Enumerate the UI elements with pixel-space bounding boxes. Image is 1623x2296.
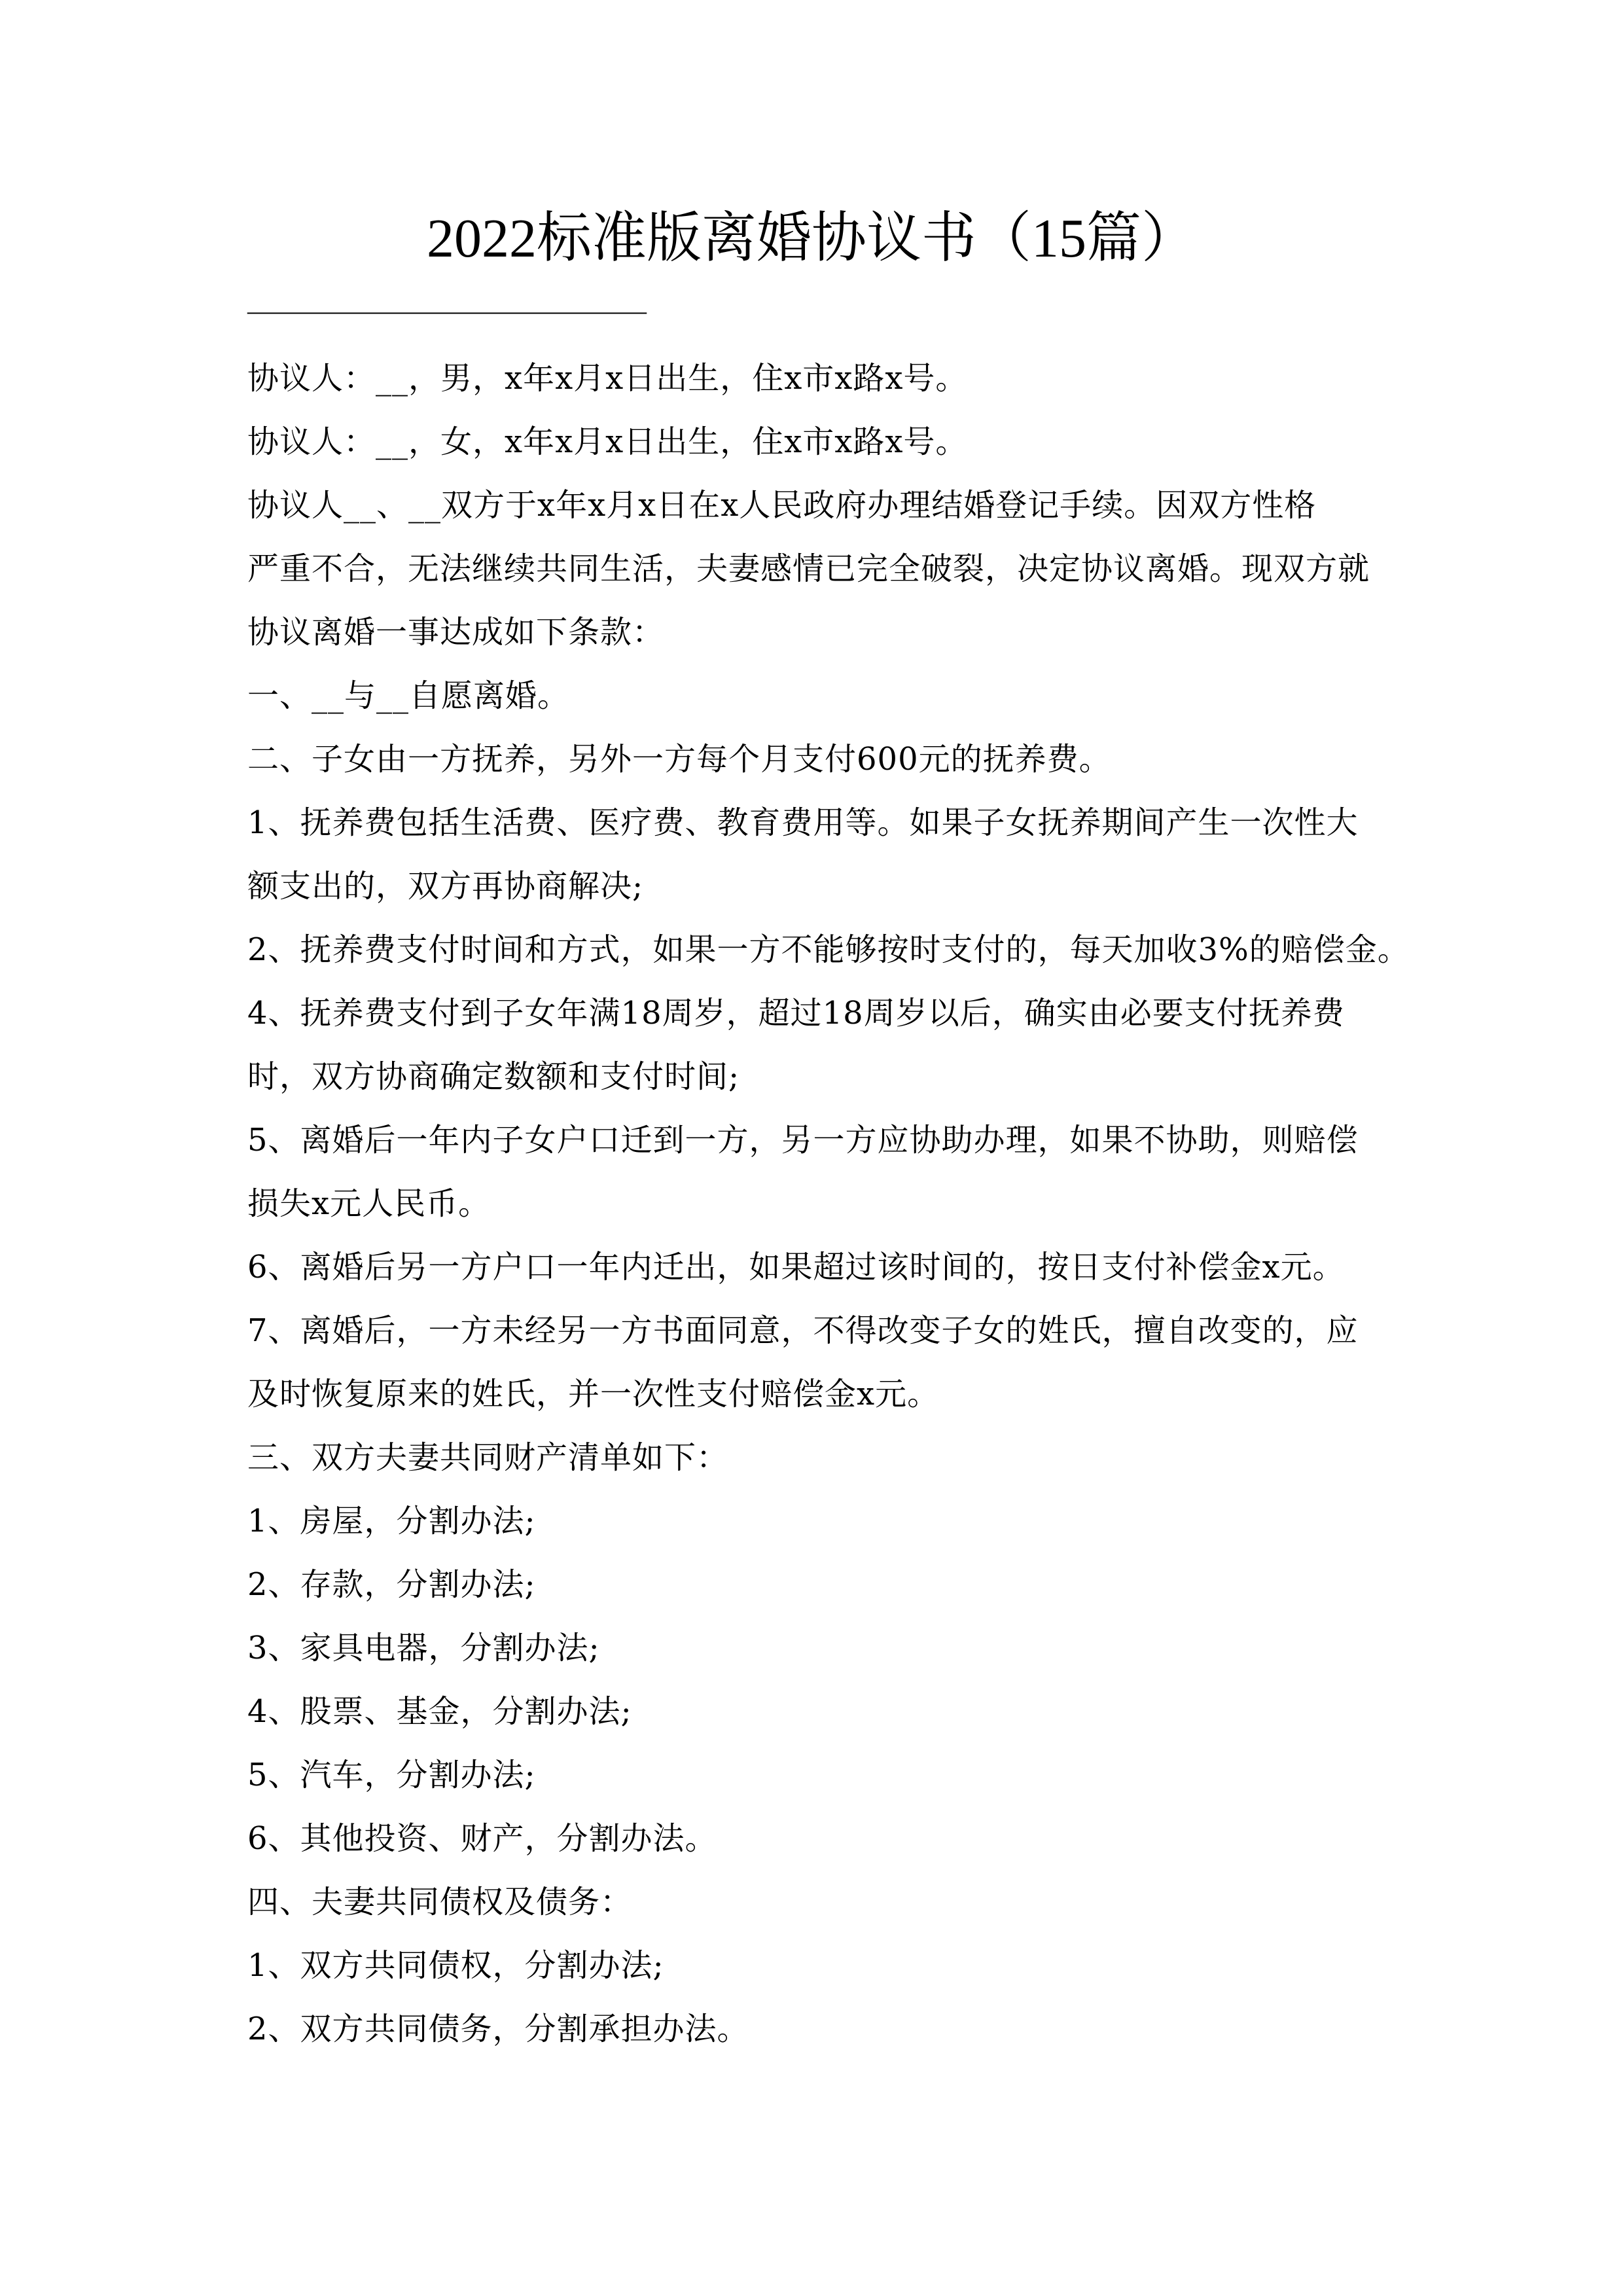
- title-separator: ————————————————: [247, 296, 645, 325]
- clause-3-item-6: 6、其他投资、财产，分割办法。: [247, 1820, 717, 1857]
- clause-4-item-1: 1、双方共同债权，分割办法;: [247, 1947, 664, 1984]
- document-title: 2022标准版离婚协议书（15篇）: [426, 208, 1196, 269]
- clause-3-item-2: 2、存款，分割办法;: [247, 1566, 536, 1603]
- clause-2-item-7-line-1: 7、离婚后，一方未经另一方书面同意，不得改变子女的姓氏，擅自改变的，应: [247, 1312, 1359, 1349]
- party-male-line: 协议人：__，男，x年x月x日出生，住x市x路x号。: [247, 360, 968, 397]
- clause-3-item-1: 1、房屋，分割办法;: [247, 1503, 536, 1539]
- clause-2-item-4-line-2: 时，双方协商确定数额和支付时间;: [247, 1058, 740, 1095]
- clause-2-item-5-line-1: 5、离婚后一年内子女户口迁到一方，另一方应协助办理，如果不协助，则赔偿: [247, 1122, 1359, 1158]
- clause-2-item-4-line-1: 4、抚养费支付到子女年满18周岁，超过18周岁以后，确实由必要支付抚养费: [247, 995, 1345, 1031]
- clause-4-item-2: 2、双方共同债务，分割承担办法。: [247, 2011, 749, 2047]
- clause-3-item-5: 5、汽车，分割办法;: [247, 1757, 536, 1793]
- clause-2-item-2: 2、抚养费支付时间和方式，如果一方不能够按时支付的，每天加收3%的赔偿金。: [247, 931, 1410, 968]
- clause-2-item-1-line-2: 额支出的，双方再协商解决;: [247, 868, 644, 905]
- party-female-line: 协议人：__，女，x年x月x日出生，住x市x路x号。: [247, 423, 968, 460]
- clause-2-item-1-line-1: 1、抚养费包括生活费、医疗费、教育费用等。如果子女抚养期间产生一次性大: [247, 804, 1359, 841]
- preamble-line-1: 协议人__、__双方于x年x月x日在x人民政府办理结婚登记手续。因双方性格: [247, 487, 1317, 524]
- preamble-line-3: 协议离婚一事达成如下条款：: [247, 614, 665, 651]
- document-body: [247, 347, 1410, 2061]
- clause-2-heading: 二、子女由一方抚养，另外一方每个月支付600元的抚养费。: [247, 741, 1111, 778]
- clause-3-heading: 三、双方夫妻共同财产清单如下：: [247, 1439, 729, 1476]
- clause-2-item-7-line-2: 及时恢复原来的姓氏，并一次性支付赔偿金x元。: [247, 1376, 940, 1412]
- clause-4-heading: 四、夫妻共同债权及债务：: [247, 1884, 633, 1920]
- clause-3-item-4: 4、股票、基金，分割办法;: [247, 1693, 632, 1730]
- clause-1-heading: 一、__与__自愿离婚。: [247, 677, 570, 714]
- clause-3-item-3: 3、家具电器，分割办法;: [247, 1630, 600, 1666]
- preamble-line-2: 严重不合，无法继续共同生活，夫妻感情已完全破裂，决定协议离婚。现双方就: [247, 550, 1370, 587]
- clause-2-item-5-line-2: 损失x元人民币。: [247, 1185, 491, 1222]
- clause-2-item-6: 6、离婚后另一方户口一年内迁出，如果超过该时间的，按日支付补偿金x元。: [247, 1249, 1345, 1285]
